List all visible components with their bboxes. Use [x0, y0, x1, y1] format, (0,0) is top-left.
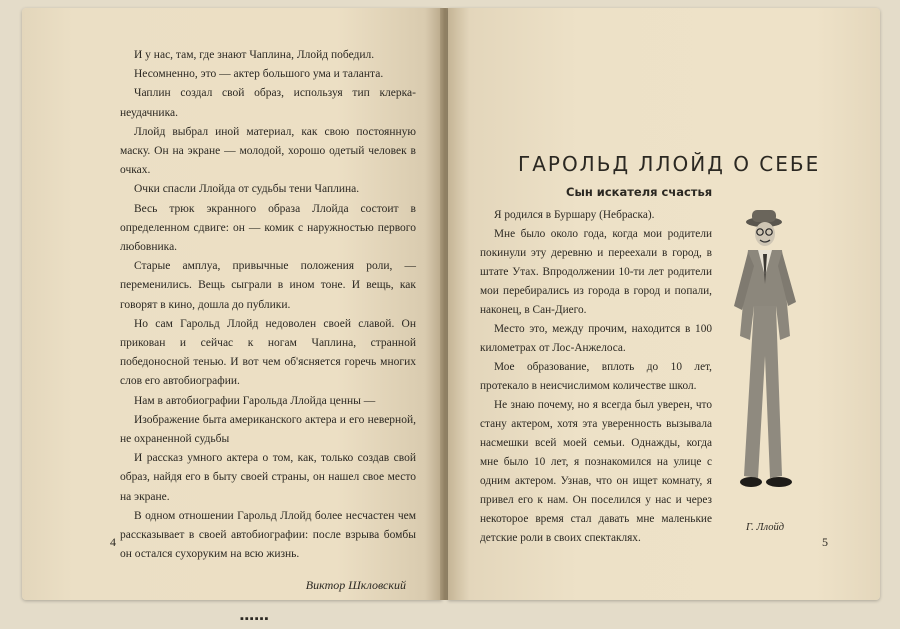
paragraph: Место это, между прочим, находится в 100 километрах от Лос-Анжелоса. [480, 323, 712, 354]
paragraph: Я родился в Буршару (Небраска). [494, 209, 655, 221]
paragraph: В одном отношении Гарольд Ллойд более несчастен чем рассказывает в своей автобиографии: после взрыва бомбы он остался сухоруким на всю жизнь. [120, 509, 416, 561]
paragraph: Мое образование, вплоть до 10 лет, протекало в неисчислимом количестве школ. [480, 361, 712, 392]
paragraph: Но сам Гарольд Ллойд недоволен своей славой. Он прикован и сейчас к ногам Чаплина, странной победоносной тенью. И вот чем об'ясняется горечь многих слов его автобиографии. [120, 317, 416, 388]
paragraph: И рассказ умного актера о том, как, только создав свой образ, найдя его в быту своей страны, он нашел свое место на экране. [120, 452, 416, 503]
paragraph: Не знаю почему, но я всегда был уверен, что стану актером, хотя эта уверенность вызывала насмешки всей моей семьи. Однажды, когда мне было 10 лет, я познакомился на улице с одним актером. Узнав, что он ищет комнату, я привел его к нам. Он поселился у нас и через некоторое время стал давать мне маленькие детские роли в своих спектаклях. [480, 399, 712, 544]
paragraph: Весь трюк экранного образа Ллойда состоит в определенном сдвиге: он — комик с наружностью первого любовника. [120, 202, 416, 254]
paragraph: Мне было около года, когда мои родители покинули эту деревню и переехали в город, в штате Утах. Впродолжении 10-ти лет родители мои перебирались из города в город и попали, наконец, в Сан-Диего. [480, 228, 712, 316]
page-number-right: 5 [822, 535, 828, 549]
chapter-title: ГАРОЛЬД ЛЛОЙД О СЕБЕ [518, 152, 821, 176]
paragraph: Очки спасли Ллойда от судьбы тени Чаплина. [134, 183, 360, 196]
page-number-left: 4 [110, 535, 116, 549]
left-page [22, 8, 442, 625]
ornament-divider: ▪▪▪▪▪▪ [240, 612, 270, 625]
left-text-block [120, 46, 416, 629]
paragraph: Ллойд выбрал иной материал, как свою постоянную маску. Он на экране — молодой, хорошо одетый человек в очках. [120, 125, 416, 177]
paragraph: Нам в автобиографии Гарольда Ллойда ценны — [134, 394, 376, 407]
paragraph: Чаплин создал свой образ, используя тип клерка-неудачника. [120, 87, 416, 119]
author-signature: Виктор Шкловский [305, 578, 406, 593]
harold-lloyd-photo [724, 206, 814, 516]
paragraph: Старые амплуа, привычные положения роли, — переменились. Вещь сыграли в ином тоне. И вещь, как говорят в кино, дошла до публики. [120, 260, 416, 311]
paragraph: Изображение быта американского актера и его неверной, не охраненной судьбы [120, 413, 416, 446]
paragraph: И у нас, там, где знают Чаплина, Ллойд победил. [134, 49, 375, 61]
paragraph: Несомненно, это — актер большого ума и таланта. [134, 68, 384, 81]
photo-caption: Г. Ллойд [746, 522, 785, 533]
section-subtitle: Сын искателя счастья [566, 185, 713, 199]
right-text-block [480, 206, 712, 548]
right-page [448, 8, 880, 600]
